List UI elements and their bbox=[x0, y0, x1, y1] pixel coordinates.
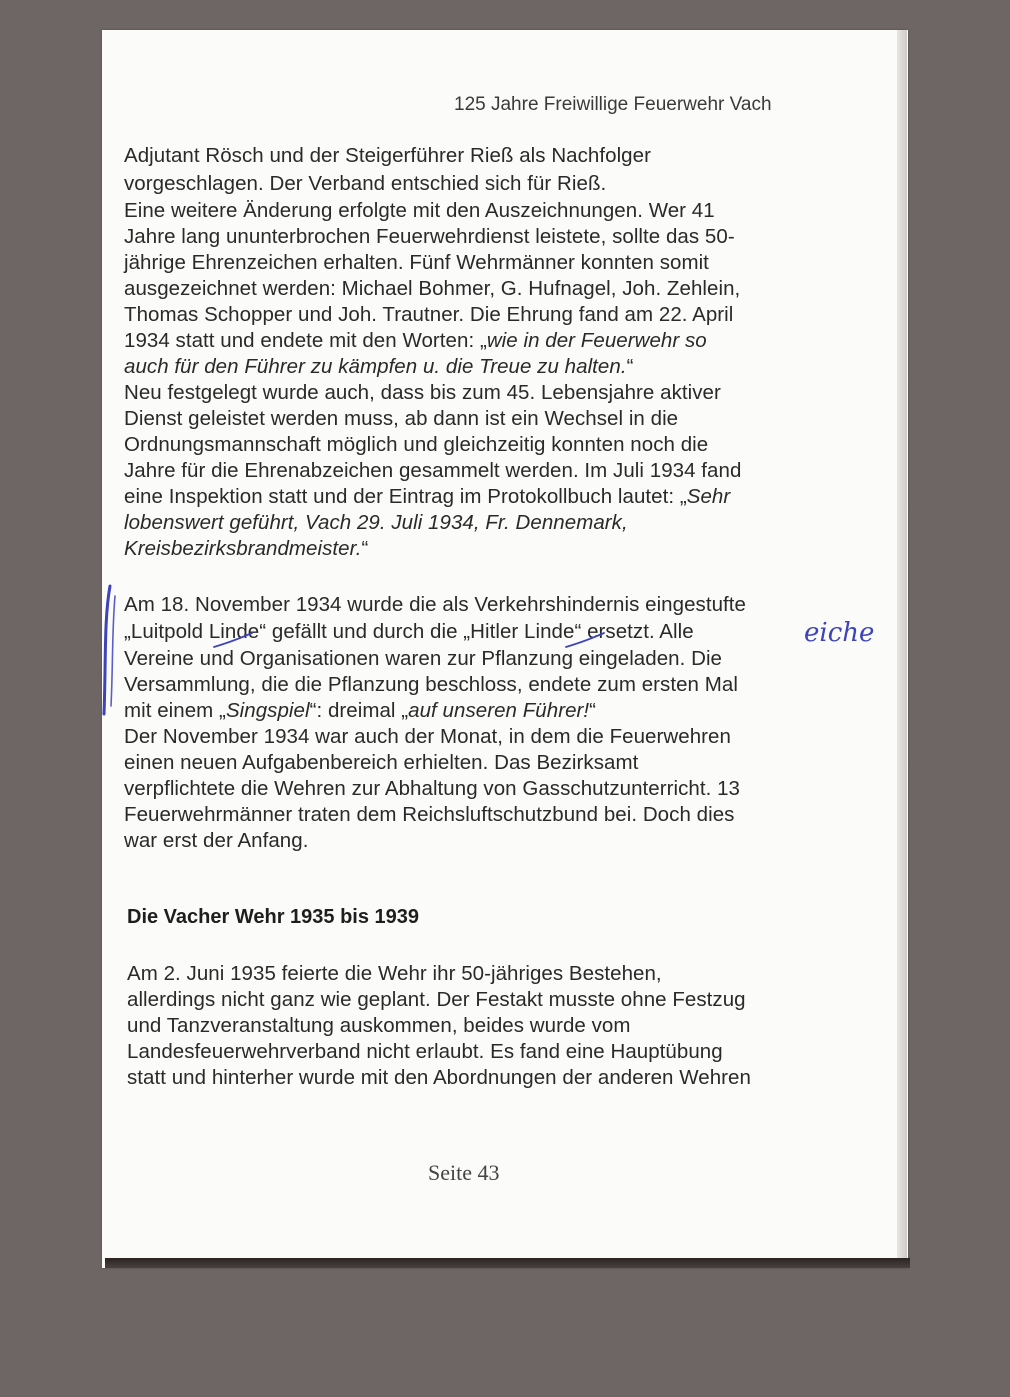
margin-note: eiche bbox=[804, 618, 875, 648]
text-line: Ordnungsmannschaft möglich und gleichzeitig konnten noch die bbox=[124, 433, 709, 456]
text-line: allerdings nicht ganz wie geplant. Der Festakt musste ohne Festzug bbox=[127, 988, 746, 1011]
correction-stroke bbox=[566, 633, 604, 647]
text-line: jährige Ehrenzeichen erhalten. Fünf Wehrmänner konnten somit bbox=[124, 251, 709, 274]
text-line: Am 2. Juni 1935 feierte die Wehr ihr 50-jähriges Bestehen, bbox=[127, 962, 662, 985]
text-run: 1934 statt und endete mit den Worten: „ bbox=[124, 329, 487, 352]
text-run: eine Inspektion statt und der Eintrag im Protokollbuch lautet: „ bbox=[124, 485, 687, 508]
text-run: “: dreimal „ bbox=[309, 699, 409, 722]
text-line: einen neuen Aufgabenbereich erhielten. Das Bezirksamt bbox=[124, 751, 639, 774]
page-number: Seite 43 bbox=[428, 1160, 500, 1185]
text-line: Neu festgelegt wurde auch, dass bis zum 45. Lebensjahre aktiver bbox=[124, 381, 721, 404]
text-line: Versammlung, die die Pflanzung beschloss, endete zum ersten Mal bbox=[124, 673, 738, 696]
text-line: Feuerwehrmänner traten dem Reichsluftschutzbund bei. Doch dies bbox=[124, 803, 735, 826]
text-run: “ bbox=[626, 355, 634, 378]
text-line: Eine weitere Änderung erfolgte mit den Auszeichnungen. Wer 41 bbox=[124, 199, 715, 222]
running-header: 125 Jahre Freiwillige Feuerwehr Vach bbox=[454, 94, 772, 115]
text-line: Jahre für die Ehrenabzeichen gesammelt werden. Im Juli 1934 fand bbox=[124, 459, 742, 482]
text-line: vorgeschlagen. Der Verband entschied sich für Rieß. bbox=[124, 172, 607, 195]
margin-bracket-mark bbox=[104, 586, 110, 714]
quote-italic: lobenswert geführt, Vach 29. Juli 1934, Fr. Dennemark, bbox=[124, 511, 628, 534]
text-run: “ bbox=[589, 699, 597, 722]
margin-bracket-mark bbox=[111, 596, 115, 706]
text-line: war erst der Anfang. bbox=[124, 829, 309, 852]
text-line: und Tanzveranstaltung auskommen, beides wurde vom bbox=[127, 1014, 631, 1037]
section-heading: Die Vacher Wehr 1935 bis 1939 bbox=[127, 906, 420, 928]
text-line: verpflichtete die Wehren zur Abhaltung von Gasschutzunterricht. 13 bbox=[124, 777, 740, 800]
text-line: Vereine und Organisationen waren zur Pflanzung eingeladen. Die bbox=[124, 647, 722, 670]
text-line: Jahre lang ununterbrochen Feuerwehrdienst leistete, sollte das 50- bbox=[124, 225, 735, 248]
text-line: statt und hinterher wurde mit den Abordnungen der anderen Wehren bbox=[127, 1066, 751, 1089]
text-line: Der November 1934 war auch der Monat, in dem die Feuerwehren bbox=[124, 725, 731, 748]
text-run: “ bbox=[361, 537, 369, 560]
quote-italic: auf unseren Führer! bbox=[408, 699, 590, 722]
quote-italic: wie in der Feuerwehr so bbox=[486, 329, 707, 352]
quote-italic: Sehr bbox=[686, 485, 731, 508]
text-line: „Luitpold Linde“ gefällt und durch die „Hitler Linde“ ersetzt. Alle bbox=[124, 620, 694, 643]
text-line: Thomas Schopper und Joh. Trautner. Die Ehrung fand am 22. April bbox=[124, 303, 734, 326]
text-line: ausgezeichnet werden: Michael Bohmer, G. Hufnagel, Joh. Zehlein, bbox=[124, 277, 741, 300]
text-line: Am 18. November 1934 wurde die als Verkehrshindernis eingestufte bbox=[124, 593, 746, 616]
text-run: mit einem „ bbox=[124, 699, 226, 722]
quote-italic: Singspiel bbox=[225, 699, 310, 722]
text-line: Adjutant Rösch und der Steigerführer Rieß als Nachfolger bbox=[124, 144, 651, 167]
correction-stroke bbox=[214, 633, 252, 647]
text-line: Dienst geleistet werden muss, ab dann ist ein Wechsel in die bbox=[124, 407, 679, 430]
quote-italic: Kreisbezirksbrandmeister. bbox=[124, 537, 362, 560]
text-line: Landesfeuerwehrverband nicht erlaubt. Es fand eine Hauptübung bbox=[127, 1040, 723, 1063]
quote-italic: auch für den Führer zu kämpfen u. die Treue zu halten. bbox=[124, 355, 627, 378]
